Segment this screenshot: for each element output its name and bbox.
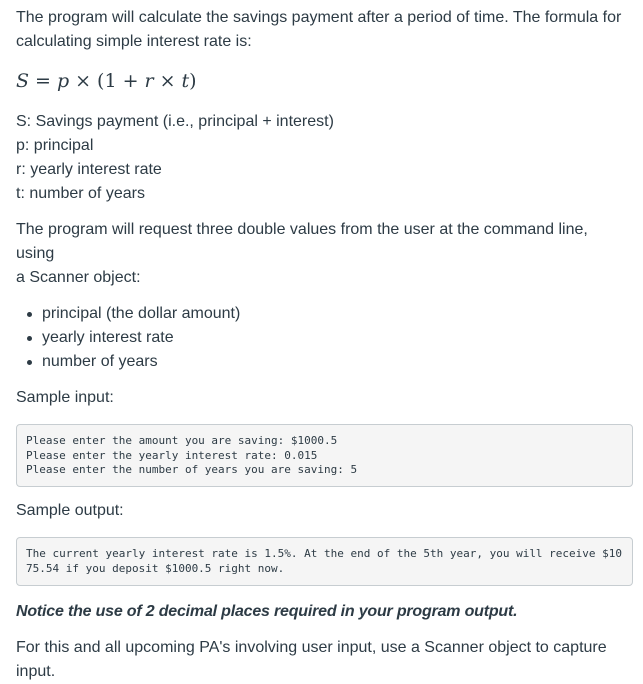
- description-paragraph: [16, 218, 627, 290]
- final-line: input.: [16, 663, 56, 680]
- code-line: Please enter the number of years you are saving: 5: [26, 463, 358, 476]
- description-line: a Scanner object:: [16, 269, 141, 286]
- code-line: 75.54 if you deposit $1000.5 right now.: [26, 561, 285, 575]
- sample-output-code: [16, 537, 633, 586]
- definition-item: p: principal: [16, 137, 94, 154]
- final-paragraph: [16, 636, 627, 684]
- formula-close: ): [189, 70, 197, 92]
- code-line: Please enter the yearly interest rate: 0.015: [26, 448, 318, 462]
- formula-plus: +: [122, 70, 139, 92]
- intro-line: calculating simple interest rate is:: [16, 33, 252, 50]
- code-line: Please enter the amount you are saving: $1000.5: [26, 434, 338, 447]
- list-item: principal (the dollar amount): [42, 302, 627, 326]
- formula-times: ×: [75, 70, 92, 92]
- formula-times: ×: [159, 70, 176, 92]
- formula-open: (1: [97, 70, 117, 92]
- intro-paragraph: [16, 6, 627, 54]
- definition-item: t: number of years: [16, 185, 145, 202]
- sample-input-label: Sample input:: [16, 389, 114, 406]
- code-line: The current yearly interest rate is 1.5%. At the end of the 5th year, you will receive $10: [26, 547, 623, 560]
- formula-equals: =: [35, 70, 51, 92]
- definition-item: r: yearly interest rate: [16, 161, 162, 178]
- formula-s: S: [16, 70, 30, 92]
- variable-definitions: [16, 110, 627, 206]
- final-line: For this and all upcoming PA's involving user input, use a Scanner object to capture: [16, 639, 607, 656]
- list-item: number of years: [42, 350, 627, 374]
- definition-item: S: Savings payment (i.e., principal + interest): [16, 113, 334, 130]
- formula-t: t: [181, 70, 190, 92]
- decimal-notice: Notice the use of 2 decimal places required in your program output.: [16, 603, 518, 620]
- description-line: The program will request three double values from the user at the command line, using: [16, 221, 588, 262]
- sample-input-code: [16, 424, 633, 487]
- input-list: [16, 302, 627, 374]
- formula-r: r: [144, 70, 154, 92]
- list-item: yearly interest rate: [42, 326, 627, 350]
- intro-line: The program will calculate the savings payment after a period of time. The formula for: [16, 9, 622, 26]
- formula-p: p: [56, 70, 70, 92]
- savings-formula: [16, 68, 627, 94]
- sample-output-label: Sample output:: [16, 502, 124, 519]
